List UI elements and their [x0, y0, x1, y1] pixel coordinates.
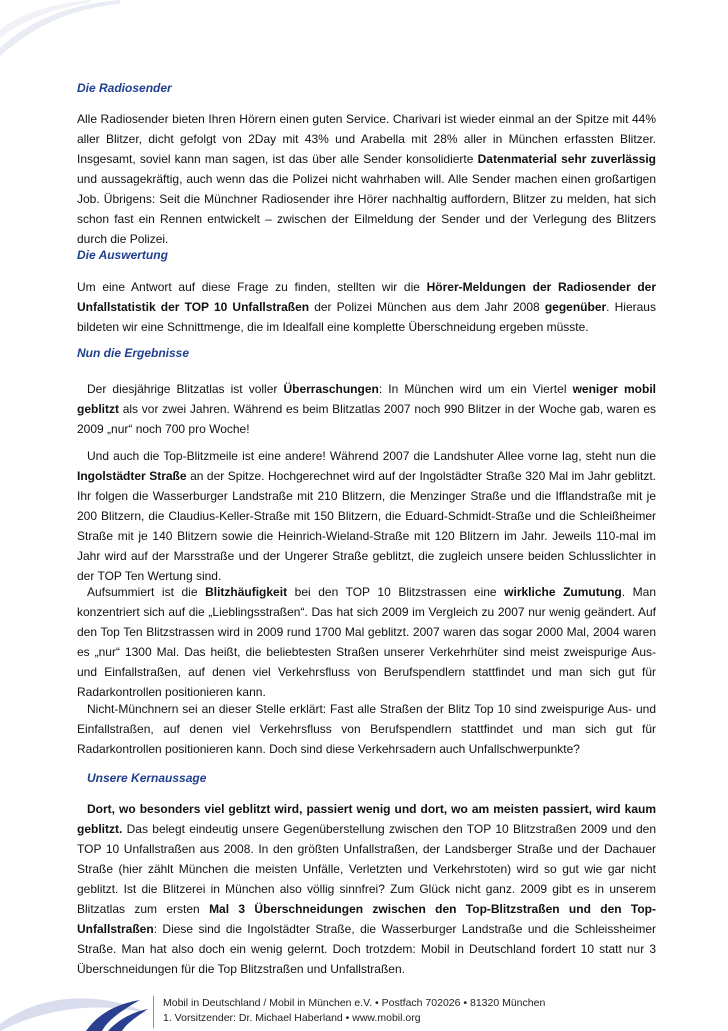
heading-auswertung: Die Auswertung	[77, 248, 168, 262]
logo-swoosh-icon	[0, 984, 150, 1031]
paragraph-radiosender: Alle Radiosender bieten Ihren Hörern einen guten Service. Charivari ist wieder einmal an der Spitze mit 44% aller Blitzer, dicht gefolgt von 2Day mit 43% und Arabella mit 28% aller in München erfassten Blitzer. Insgesamt, soviel kann man sagen, ist das über alle Sender konsolidierte Datenmaterial sehr zuverlässig und aussagekräftig, auch wenn das die Polizei nicht wahrhaben will. Alle Sender machen einen großartigen Job. Übrigens: Seit die Münchner Radiosender ihre Hörer nachhaltig auffordern, Blitzer zu melden, hat sich schon fast ein Rennen entwickelt – zwischen der Eilmeldung der Sender und der Verlegung des Blitzers durch die Polizei.	[77, 112, 657, 246]
footer-address: Mobil in Deutschland / Mobil in München e.V. • Postfach 702026 • 81320 München	[163, 997, 546, 1009]
paragraph-kernaussage: Dort, wo besonders viel geblitzt wird, passiert wenig und dort, wo am meisten passiert, wird kaum geblitzt. Das belegt eindeutig unsere Gegenüberstellung zwischen den TOP 10 Blitzstraßen 2009 und den TOP 10 Unfallstraßen aus 2008. In den größten Unfallstraßen, der Landsberger Straße und der Dachauer Straße (hier zählt München die meisten Unfälle, Verletzten und Verkehrstoten) wird so gut wie gar nicht geblitzt. Ist die Blitzerei in München also völlig sinnfrei? Zum Glück nicht ganz. 2009 gibt es in unserem Blitzatlas zum ersten Mal 3 Überschneidungen zwischen den Top-Blitzstraßen und den Top-Unfallstraßen: Diese sind die Ingolstädter Straße, die Wasserburger Landstraße und die Schleissheimer Straße. Man hat also doch ein wenig gelernt. Doch trotzdem: Mobil in Deutschland fordert 10 statt nur 3 Überschneidungen für die Top Blitzstraßen und Unfallstraßen.	[77, 802, 657, 976]
paragraph-ueberraschungen: Der diesjährige Blitzatlas ist voller Überraschungen: In München wird um ein Viertel weniger mobil geblitzt als vor zwei Jahren. Während es beim Blitzatlas 2007 noch 990 Blitzer in der Woche gab, waren es 2009 „nur“ noch 700 pro Woche!	[77, 382, 656, 436]
paragraph-top-blitzmeile: Und auch die Top-Blitzmeile ist eine andere! Während 2007 die Landshuter Allee vorne lag, steht nun die Ingolstädter Straße an der Spitze. Hochgerechnet wird auf der Ingolstädter Straße 320 Mal im Jahr geblitzt. Ihr folgen die Wasserburger Landstraße mit 210 Blitzern, die Menzinger Straße und die Ifflandstraße mit je 200 Blitzern, die Claudius-Keller-Straße mit 150 Blitzern, die Eduard-Schmidt-Straße und die Schleißheimer Straße mit je 140 Blitzern sowie die Heinrich-Wieland-Straße mit 120 Blitzern im Jahr. Jeweils 110-mal im Jahr wird auf der Marsstraße und der Ungerer Straße geblitzt, die zugleich unsere beiden Schlusslichter in der TOP Ten Wertung sind.	[77, 449, 657, 583]
paragraph-auswertung: Um eine Antwort auf diese Frage zu finden, stellten wir die Hörer-Meldungen der Radiosender der Unfallstatistik der TOP 10 Unfallstraßen der Polizei München aus dem Jahr 2008 gegenüber. Hieraus bildeten wir eine Schnittmenge, die im Idealfall eine komplette Überschneidung ergeben müsste.	[77, 280, 657, 334]
footer-divider	[153, 996, 154, 1028]
paragraph-blitzhaeufigkeit: Aufsummiert ist die Blitzhäufigkeit bei den TOP 10 Blitzstrassen eine wirkliche Zumutung. Man konzentriert sich auf die „Lieblingsstraßen“. Das hat sich 2009 im Vergleich zu 2007 nur wenig geändert. Auf den Top Ten Blitzstrassen wird in 2009 rund 1700 Mal geblitzt. 2007 waren das sogar 2000 Mal, 2004 waren es „nur“ 1300 Mal. Das heißt, die beliebtesten Straßen unserer Verkehrhüter sind meist zweispurige Aus- und Einfallstraßen, auf denen viel Verkehrsfluss von Berufspendlern stattfindet und man sich gut für Radarkontrollen positionieren kann.	[77, 585, 656, 699]
page-footer	[0, 984, 728, 1031]
footer-chairman: 1. Vorsitzender: Dr. Michael Haberland • www.mobil.org	[163, 1012, 421, 1024]
heading-kernaussage: Unsere Kernaussage	[87, 771, 207, 785]
top-swoosh-graphic	[0, 0, 120, 60]
heading-radiosender: Die Radiosender	[77, 81, 172, 95]
heading-ergebnisse: Nun die Ergebnisse	[77, 346, 190, 360]
paragraph-nicht-muenchnern: Nicht-Münchnern sei an dieser Stelle erklärt: Fast alle Straßen der Blitz Top 10 sind zweispurige Aus- und Einfallstraßen, auf denen viel Verkehrsfluss von Berufspendlern stattfindet und man sich gut für Radarkontrollen positionieren kann. Doch sind diese Verkehrsadern auch Unfallschwerpunkte?	[77, 702, 656, 756]
